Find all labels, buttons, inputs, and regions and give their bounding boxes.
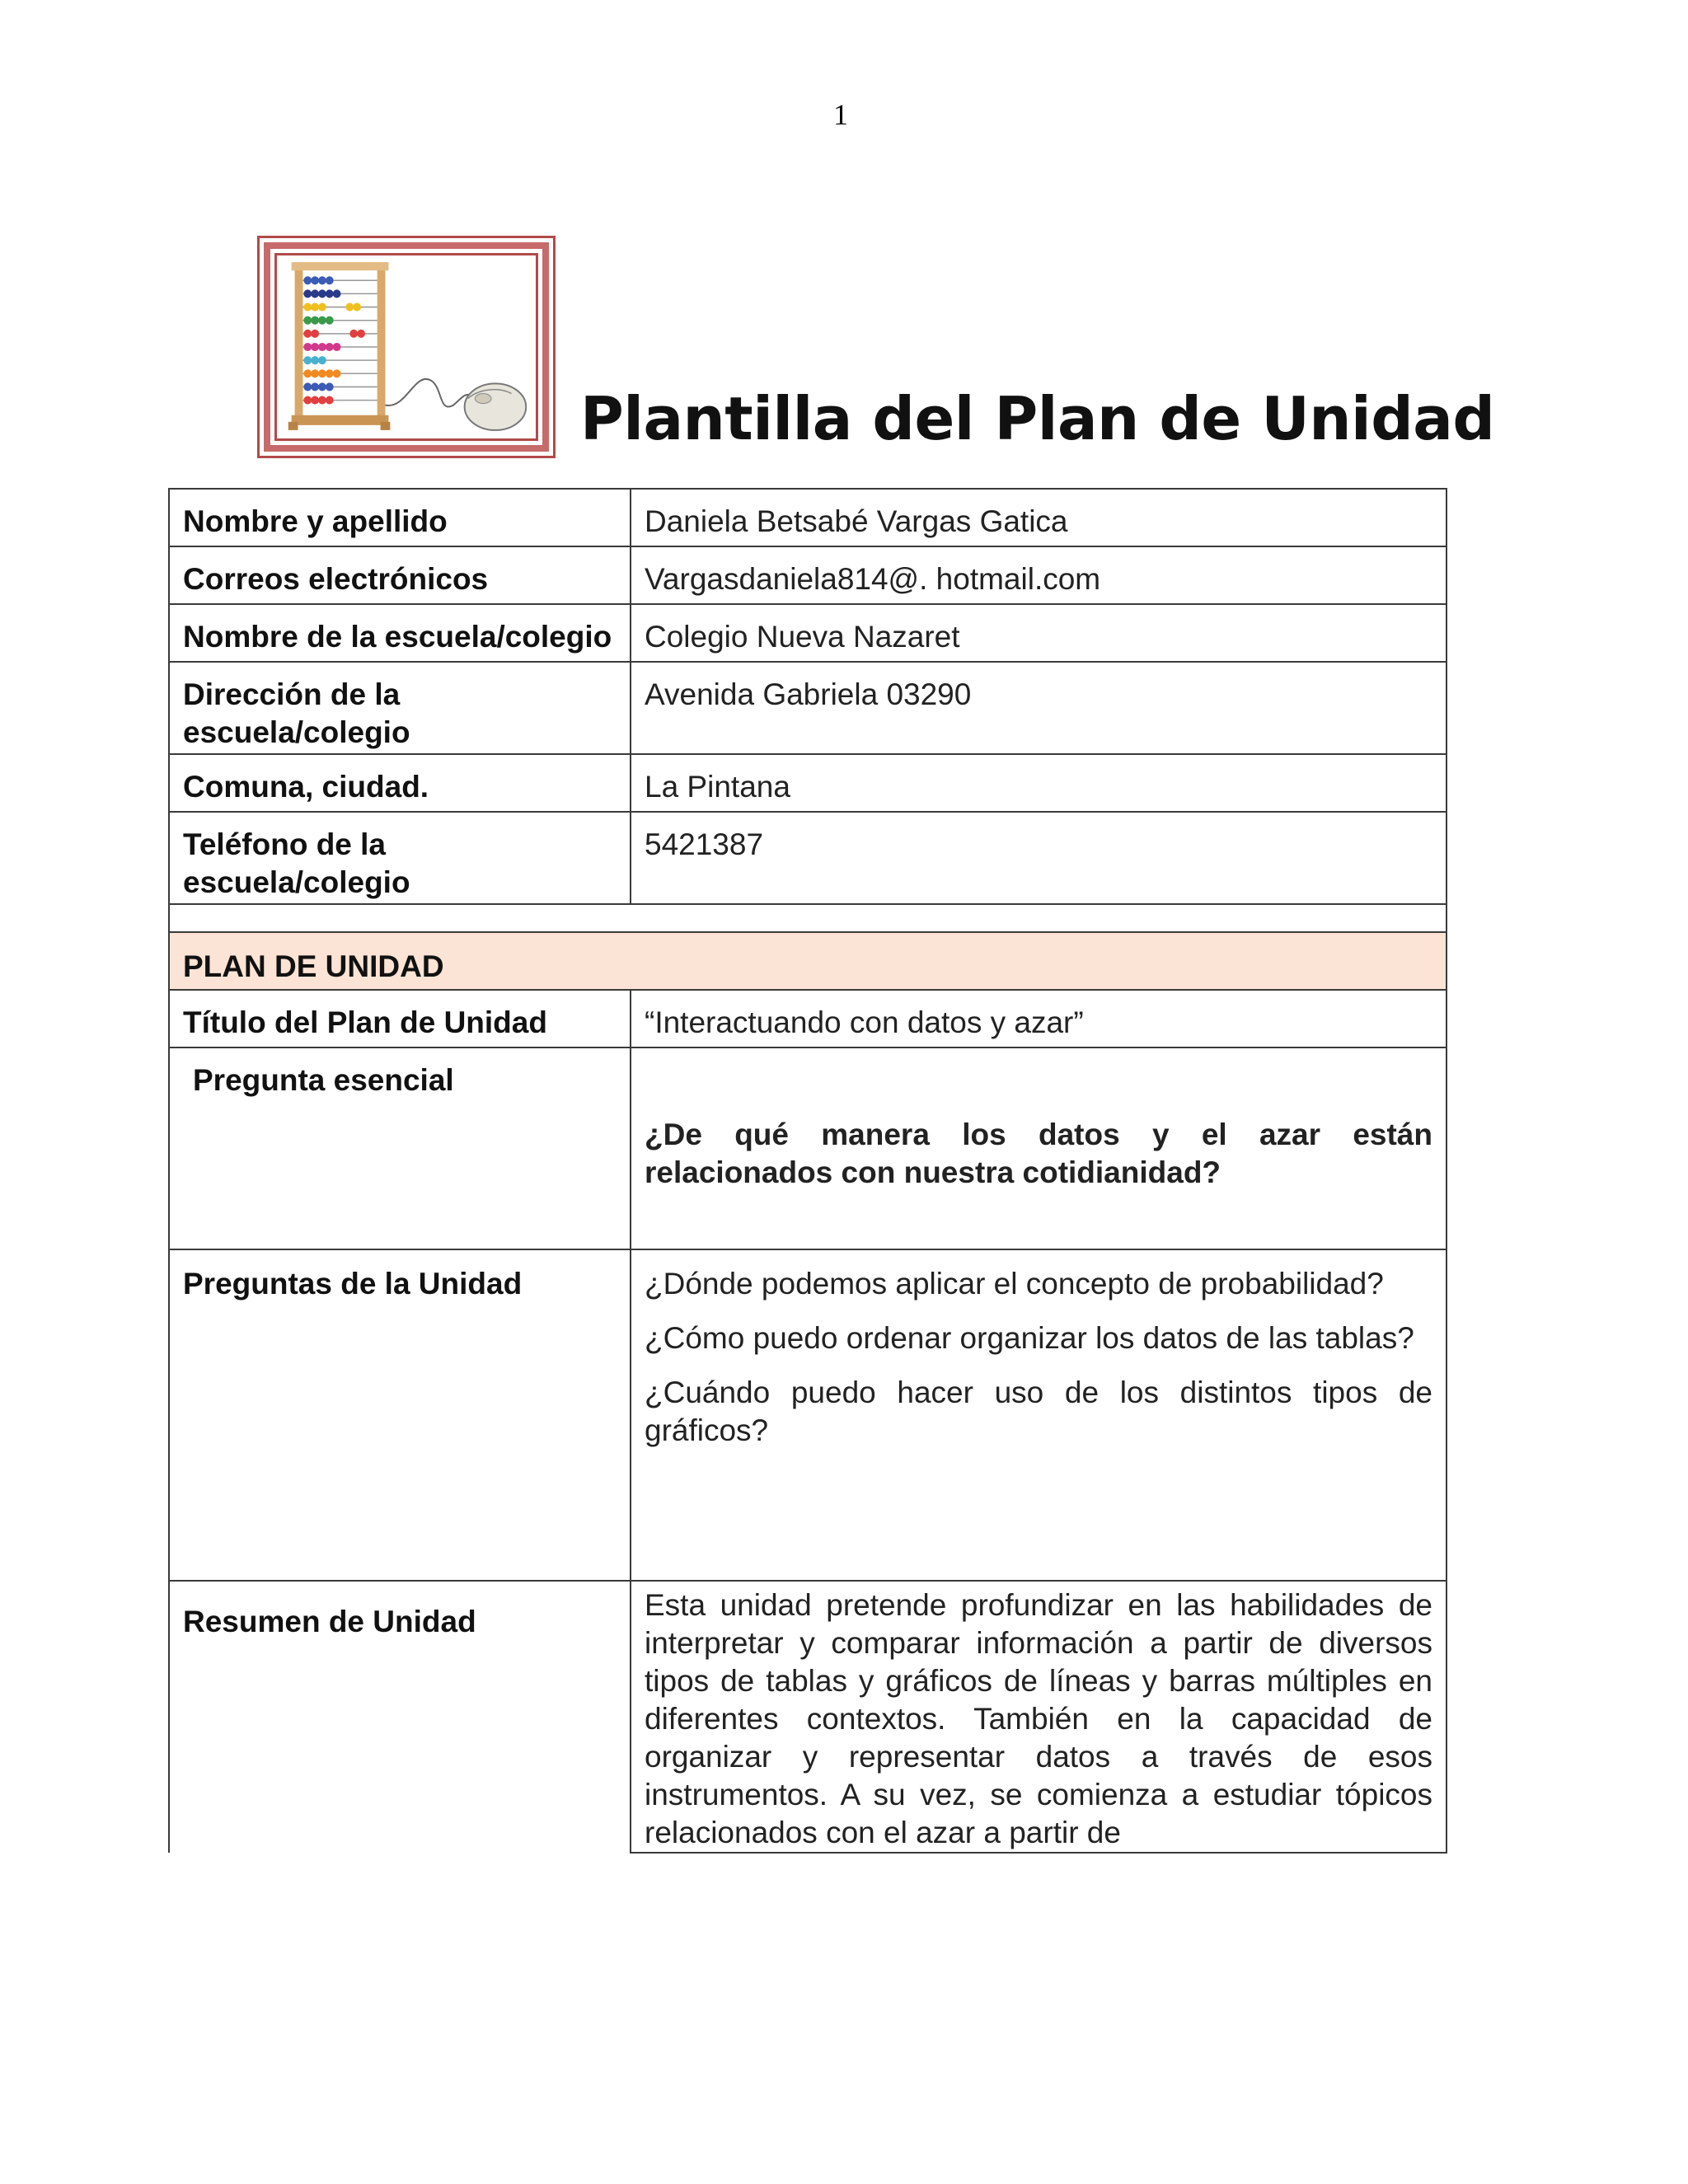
field-label: Nombre y apellido (169, 489, 631, 546)
field-label: Preguntas de la Unidad (169, 1249, 631, 1581)
field-value: La Pintana (631, 754, 1447, 812)
essential-question: ¿De qué manera los datos y el azar están relacionados con nuestra cotidianidad? (645, 1118, 1432, 1189)
unit-question: ¿Dónde podemos aplicar el concepto de probabilidad? (645, 1267, 1384, 1301)
table-row (169, 754, 1447, 812)
table-row (169, 1249, 1447, 1581)
table-row (169, 990, 1447, 1047)
table-row (169, 546, 1447, 604)
table-row (169, 812, 1447, 904)
table-row (169, 1581, 1447, 1853)
page-number: 1 (833, 98, 848, 131)
field-label: Teléfono de la escuela/colegio (169, 812, 631, 904)
abacus-and-mouse-icon (277, 255, 536, 438)
page-title: Plantilla del Plan de Unidad (580, 384, 1495, 453)
table-row (169, 1047, 1447, 1249)
spacer-row (169, 904, 1447, 932)
field-label: Correos electrónicos (169, 546, 631, 604)
field-value: Avenida Gabriela 03290 (631, 662, 1447, 754)
plan-table (168, 488, 1447, 1854)
spacer-cell (169, 904, 1447, 932)
field-label: Dirección de la escuela/colegio (169, 662, 631, 754)
unit-title-value: “Interactuando con datos y azar” (631, 990, 1447, 1047)
section-header: PLAN DE UNIDAD (169, 932, 1447, 990)
field-label: Resumen de Unidad (169, 1581, 631, 1853)
table-row (169, 662, 1447, 754)
unit-summary: Esta unidad pretende profundizar en las habilidades de interpretar y comparar información a partir de diversos tipos de tablas y gráficos de líneas y barras múltiples en diferentes contextos. También en la capacidad de organizar y representar datos a través de esos instrumentos. A su vez, se comienza a estudiar tópicos relacionados con el azar a partir de (645, 1588, 1432, 1849)
field-label: Comuna, ciudad. (169, 754, 631, 812)
table-row (169, 489, 1447, 546)
section-header-row (169, 932, 1447, 990)
field-label: Título del Plan de Unidad (169, 990, 631, 1047)
table-row (169, 604, 1447, 662)
unit-questions-cell (631, 1249, 1447, 1581)
field-label: Pregunta esencial (169, 1047, 631, 1249)
field-value: Vargasdaniela814@. hotmail.com (631, 546, 1447, 604)
field-label: Nombre de la escuela/colegio (169, 604, 631, 662)
field-value: Colegio Nueva Nazaret (631, 604, 1447, 662)
field-value: Daniela Betsabé Vargas Gatica (631, 489, 1447, 546)
essential-question-cell (631, 1047, 1447, 1249)
unit-summary-cell (631, 1581, 1447, 1853)
logo (257, 236, 556, 458)
unit-question: ¿Cuándo puedo hacer uso de los distintos tipos de gráficos? (645, 1376, 1432, 1447)
unit-question: ¿Cómo puedo ordenar organizar los datos de las tablas? (645, 1321, 1414, 1355)
field-value: 5421387 (631, 812, 1447, 904)
